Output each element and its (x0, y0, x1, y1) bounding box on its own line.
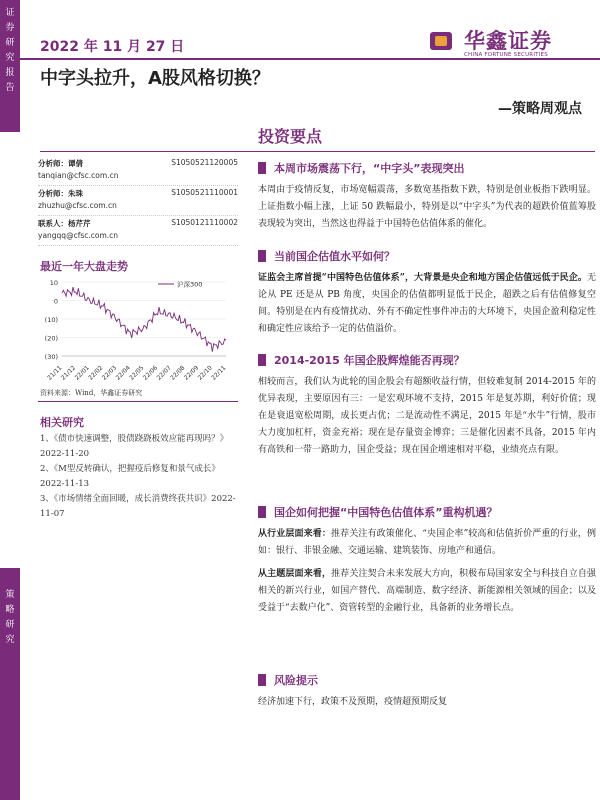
section-marker-icon (258, 354, 266, 366)
x-tick-label: 22/01 (73, 364, 91, 382)
y-tick-label: 10 (49, 279, 58, 287)
section-valuation (258, 248, 596, 338)
y-tick-label: 0 (53, 297, 58, 306)
x-tick-label: 22/08 (169, 364, 187, 382)
related-item[interactable]: 3、《市场情绪全面回暖，成长消费终获共识》2022-11-07 (40, 494, 236, 519)
x-tick-label: 22/11 (210, 364, 228, 382)
x-tick-label: 22/09 (182, 364, 201, 382)
analyst-role: 分析师：谭倩 (38, 159, 83, 168)
chart-source: 资料来源：Wind，华鑫证券研究 (40, 389, 143, 397)
x-tick-label: 22/06 (141, 364, 160, 382)
market-chart (36, 274, 236, 384)
report-title: 中字头拉升，A股风格切换？ (40, 68, 270, 89)
section-heading: 风险提示 (274, 674, 318, 687)
paragraph: 从主题层面来看，推荐关注契合未来发展大方向，积极布局国家安全与科技自立自强相关的新兴行业，如国产替代、高端制造、数字经济、新能源相关领域的国企；以及受益于“去数户化”、资管转型的金融行业，具备新的业务增长点。 (258, 569, 596, 613)
related-item[interactable]: 1、《债市快速调整，股债跷跷板效应能再现吗？》2022-11-20 (40, 434, 229, 459)
section-marker-icon (258, 162, 266, 174)
report-subtitle: —策略周观点 (498, 101, 582, 117)
series-line (62, 287, 226, 352)
section-heading: 国企如何把握“中国特色估值体系”重构机遇？ (274, 506, 498, 519)
x-tick-label: 21/11 (46, 364, 64, 382)
paragraph: 从行业层面来看：推荐关注有政策催化、“央国企率”较高和估值折价严重的行业，例如：银行、非银金融、交通运输、建筑装饰、房地产和通信。 (258, 529, 596, 556)
related-title: 相关研究 (40, 416, 84, 429)
section-divider (40, 151, 595, 152)
section-heading: 当前国企估值水平如何？ (274, 250, 395, 263)
analyst-role: 联系人：杨芹芹 (38, 219, 91, 228)
analyst (38, 218, 238, 246)
market-chart-svg (36, 274, 236, 384)
x-tick-label: 22/07 (155, 364, 173, 382)
section-history (258, 352, 596, 459)
x-tick-label: 22/02 (87, 364, 105, 382)
section-risk (258, 672, 596, 711)
section-heading: 2014-2015 年国企股辉煌能否再现？ (274, 354, 465, 367)
analyst (38, 188, 238, 216)
band-bottom-text: 策略研究 (5, 590, 15, 645)
paragraph: 相较而言，我们认为此轮的国企股会有超额收益行情，但较难复制 2014-2015 年的优异表现，主要原因有三：一是宏观环境不支持，2015 年是复苏期，利好价值；现在是衰退宽松周期，成长更占优；二是流动性不满足，2015 年是“水牛”行情，股市大力度加杠杆，资金充裕；现在是存量资金博弈；三是催化因素不具备，2015 年内有高铁和一带一路助力，国企受益；现在国企增速相对平稳，业绩亮点有限。 (258, 377, 596, 455)
logo-en: CHINA FORTUNE SECURITIES (464, 52, 548, 58)
x-tick-label: 22/05 (128, 364, 146, 382)
analyst-role: 分析师：朱珠 (38, 189, 83, 198)
analyst-email[interactable]: yangqq@cfsc.com.cn (38, 231, 119, 240)
x-tick-label: 22/03 (100, 364, 119, 382)
band-top-text: 证券研究报告 (5, 8, 15, 93)
section-marker-icon (258, 506, 266, 518)
band-bottom (0, 568, 20, 800)
x-tick-label: 22/10 (196, 364, 214, 382)
logo-icon (430, 32, 452, 50)
header-divider (20, 58, 600, 60)
paragraph: 本周由于疫情反复，市场宽幅震荡，多数宽基指数下跌，特别是创业板指下跌明显。上证指数小幅上涨，上证 50 跌幅最小，特别是以“中字头”为代表的超跌价值蓝筹股表现较为突出，当然这也得益于中国特色估值体系的催化。 (258, 185, 596, 229)
section-heading: 本周市场震荡下行，“中字头”表现突出 (274, 162, 465, 175)
x-tick-label: 22/04 (114, 364, 132, 382)
analyst-cert: S1050521120005 (171, 158, 238, 167)
section-market (258, 160, 596, 233)
section-marker-icon (258, 250, 266, 262)
analyst (38, 158, 238, 186)
section-marker-icon (258, 674, 266, 686)
section-title: 投资要点 (258, 127, 323, 146)
analyst-cert: S1050521110001 (171, 188, 238, 197)
legend-label: 沪深300 (177, 280, 203, 289)
company-logo (430, 20, 590, 60)
related-item[interactable]: 2、《M型反转确认，把握疫后修复和景气成长》2022-11-13 (40, 464, 220, 489)
band-top (0, 0, 20, 132)
analyst-email[interactable]: zhuzhu@cfsc.com.cn (38, 201, 117, 210)
chart-title: 最近一年大盘走势 (40, 260, 128, 273)
logo-cn: 华鑫证券 (464, 29, 552, 53)
y-tick-label: (20) (44, 334, 58, 343)
section-opportunity (258, 504, 596, 617)
related-list (40, 432, 236, 522)
x-tick-label: 21/12 (59, 364, 78, 382)
analyst-cert: S1050121110002 (171, 218, 238, 227)
paragraph: 证监会主席首提“中国特色估值体系”，大背景是央企和地方国企估值远低于民企。无论从 PE 还是从 PB 角度，央国企的估值都明显低于民企，超跌之后有估值修复空间。特别是在内有疫情扰动、外有不确定性事件冲击的大环境下，央国企盈利稳定性和确定性应该给予一定的估值溢价。 (258, 273, 596, 334)
analyst-list (38, 158, 238, 248)
y-tick-label: (10) (44, 316, 58, 324)
paragraph: 经济加速下行，政策不及预期，疫情超预期反复 (258, 697, 448, 707)
sidebar-divider (38, 401, 238, 402)
analyst-email[interactable]: tanqian@cfsc.com.cn (38, 171, 119, 180)
report-date: 2022 年 11 月 27 日 (40, 39, 185, 55)
y-tick-label: (30) (44, 353, 58, 361)
